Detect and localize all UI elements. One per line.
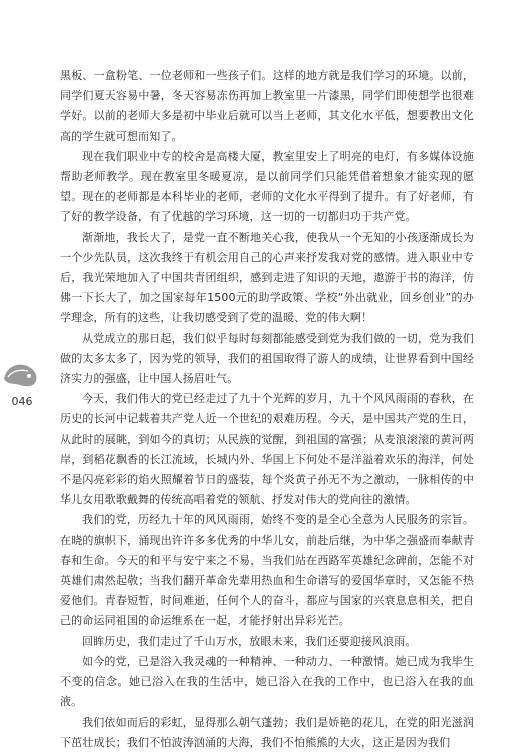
page-number: 046 xyxy=(11,395,33,408)
paragraph-2: 现在我们职业中专的校舍是高楼大厦，教室里安上了明亮的电灯，有多媒体设施帮助老师教学。现在教室里冬暖夏凉，是以前同学们只能凭借着想象才能实现的愿望。现在的老师都是本科毕业的老师，老师的文化水平得到了提升。有了好老师，有了好的教学设备，有了优越的学习环境，这一切的一切都归功于共产党。 xyxy=(60,149,474,224)
paragraph-6: 我们的党，历经九十年的风风雨雨，始终不变的是全心全意为人民服务的宗旨。在晓的旗帜下，涌现出许许多多优秀的中华儿女，前赴后继，为中华之强盛而奉献青春和生命。今天的和平与安宁来之不易，当我们站在西路军英雄纪念碑前，怎能不对英雄们肃然起敬；当我们翻开革命先辈用热血和生命谱写的爱国华章时，又怎能不热爱他们。青春短暂，时间难逝，任何个人的奋斗，都应与国家的兴衰息息相关，把自己的命运同祖国的命运维系在一起，才能抒射出异彩光芒。 xyxy=(60,513,474,628)
paragraph-7: 回眸历史，我们走过了千山万水，放眼未来，我们还要迎接风浪雨。 xyxy=(82,634,417,648)
paragraph-8: 如今的党，已是浴入我灵魂的一种精神、一种动力、一种激情。她已成为我毕生不变的信念。她已浴入在我的生活中，她已浴入在我的工作中，也已浴入在我的血液。 xyxy=(60,654,474,709)
paragraph-3: 渐渐地，我长大了，是党一直不断地关心我，使我从一个无知的小孩逐渐成长为一个少先队员，这次我终于有机会用自己的心声来抒发我对党的感情。进入职业中专后，我光荣地加入了中国共青团组织，感到走进了知识的天地，遨游于书的海洋，仿佛一下长大了，加之国家每年1500元的助学政策、学校“外出就业，回乡创业”的办学理念，所有的这些，让我切感受到了党的温暖、党的伟大啊！ xyxy=(60,230,474,325)
paragraph-4: 从党成立的那日起，我们似乎每时每刻都能感受到党为我们做的一切，党为我们做的太多太多了，因为党的领导，我们的祖国取得了游人的成绩，让世界看到中国经济实力的强盛，让中国人扬眉吐气。 xyxy=(60,331,474,386)
paragraph-9: 我们依如而后的彩虹，显得那么朝气蓬勃；我们是娇艳的花儿，在党的阳光滋润下茁壮成长；我们不怕波涛汹涌的大海，我们不怕熊熊的大火，这正是因为我们 xyxy=(60,715,474,749)
body-text xyxy=(60,66,474,753)
paragraph-1: 黑板、一盒粉笔、一位老师和一些孩子们。这样的地方就是我们学习的环境。以前，同学们夏天容易中暑，冬天容易冻伤再加上教室里一片漆黑，同学们即使想学也很难学好。以前的老师大多是初中毕业后就可以当上老师，其文化水平低，想要教出文化高的学生就可想而知了。 xyxy=(60,69,474,143)
paragraph-5: 今天，我们伟大的党已经走过了九十个光辉的岁月，九十个风风雨雨的春秋，在历史的长河中记载着共产党人近一个世纪的艰难历程。今天，是中国共产党的生日，从此时的展眺，到如今的真切；从民族的觉醒，到祖国的富强；从麦浪滚滚的黄河两岸，到稻花飘香的长江流域，长城内外、华国上下何处不是洋溢着欢乐的海洋，何处不是闪亮彩彩的焰火照耀着节日的盛装，每个炎黄子孙无不为之激动，一脉相传的中华儿女用歌歌戴舞的传统高唱着党的领航、抒发对伟大的党向往的激情。 xyxy=(60,392,474,507)
